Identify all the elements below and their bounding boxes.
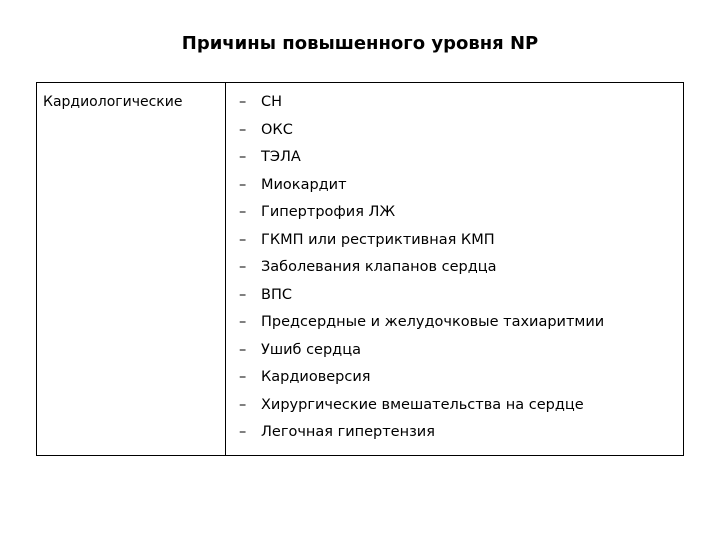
list-item xyxy=(239,395,604,423)
page-title: Причины повышенного уровня NP xyxy=(181,33,539,54)
list-item-text: ГКМП или рестриктивная КМП xyxy=(261,231,495,248)
dash-bullet: – xyxy=(239,314,247,330)
list-item xyxy=(239,230,604,258)
list-item xyxy=(239,92,604,120)
list-item-text: ОКС xyxy=(261,121,293,138)
dash-bullet: – xyxy=(239,231,247,248)
list-item-text: Предсердные и желудочковые тахиаритмии xyxy=(261,314,605,330)
list-item xyxy=(239,202,604,230)
causes-list xyxy=(239,92,604,450)
dash-bullet: – xyxy=(239,176,247,193)
list-item xyxy=(239,257,604,285)
list-item xyxy=(239,422,604,450)
dash-bullet: – xyxy=(239,341,247,358)
column-divider xyxy=(225,83,226,455)
list-item-text: Заболевания клапанов сердца xyxy=(261,259,497,275)
dash-bullet: – xyxy=(239,369,247,385)
dash-bullet: – xyxy=(239,204,247,220)
list-item-text: ТЭЛА xyxy=(261,149,301,165)
list-item-text: СН xyxy=(261,94,283,110)
causes-table xyxy=(36,82,684,456)
list-item xyxy=(239,285,604,313)
list-item-text: Ушиб сердца xyxy=(261,341,361,358)
list-item-text: Миокардит xyxy=(261,176,347,193)
dash-bullet: – xyxy=(239,259,247,275)
list-item xyxy=(239,147,604,175)
list-item xyxy=(239,340,604,368)
dash-bullet: – xyxy=(239,286,247,303)
list-item xyxy=(239,175,604,203)
list-item-text: Легочная гипертензия xyxy=(261,424,435,440)
list-item-text: Хирургические вмешательства на сердце xyxy=(261,396,584,413)
dash-bullet: – xyxy=(239,149,247,165)
category-cell: Кардиологические xyxy=(43,94,183,110)
dash-bullet: – xyxy=(239,396,247,413)
dash-bullet: – xyxy=(239,424,247,440)
list-item xyxy=(239,312,604,340)
list-item-text: Кардиоверсия xyxy=(261,369,371,385)
dash-bullet: – xyxy=(239,121,247,138)
list-item-text: Гипертрофия ЛЖ xyxy=(261,204,396,220)
list-item-text: ВПС xyxy=(261,286,292,303)
list-item xyxy=(239,367,604,395)
list-item xyxy=(239,120,604,148)
dash-bullet: – xyxy=(239,94,247,110)
